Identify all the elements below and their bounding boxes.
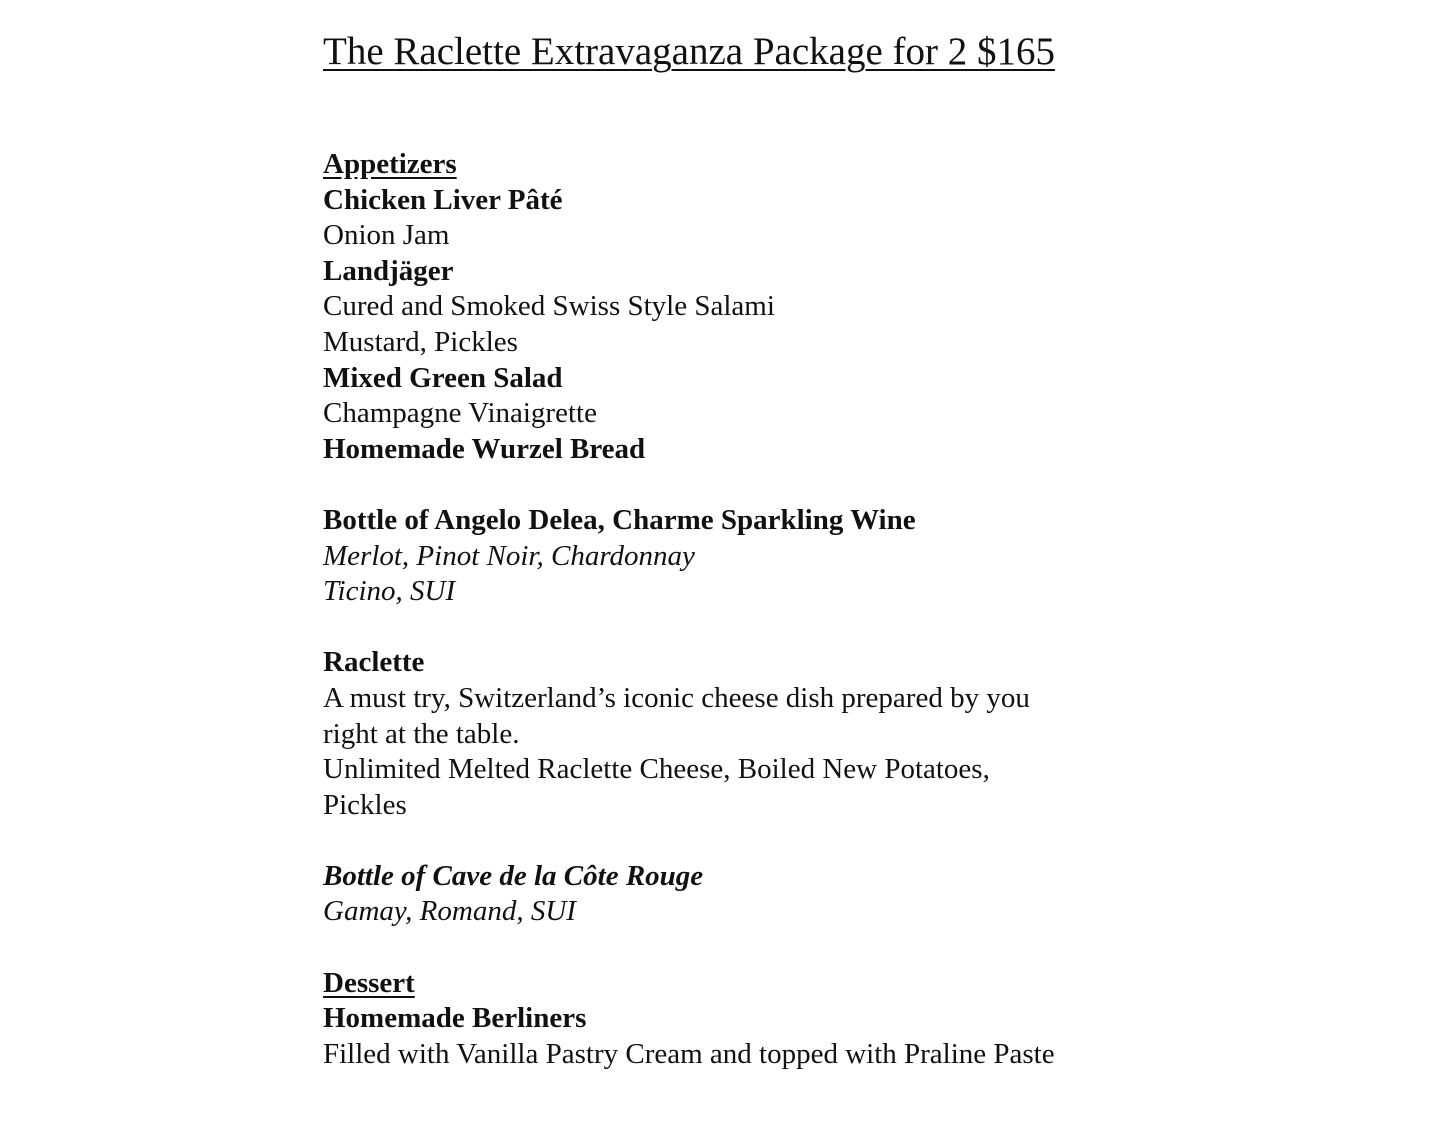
wine-rouge-details: Gamay, Romand, SUI — [323, 895, 576, 928]
section-spacer — [323, 610, 1055, 646]
section-spacer — [323, 467, 1055, 503]
raclette-name: Raclette — [323, 646, 425, 679]
item-landjager-accompaniments: Mustard, Pickles — [323, 325, 518, 358]
item-wurzel-bread: Homemade Wurzel Bread — [323, 432, 646, 465]
wine-sparkling-grapes: Merlot, Pinot Noir, Chardonnay — [323, 539, 695, 572]
item-chicken-liver-pate-desc: Onion Jam — [323, 219, 450, 252]
item-chicken-liver-pate: Chicken Liver Pâté — [323, 183, 563, 216]
appetizers-heading: Appetizers — [323, 148, 457, 180]
wine-rouge-name: Bottle of Cave de la Côte Rouge — [323, 859, 704, 892]
wine-sparkling-name: Bottle of Angelo Delea, Charme Sparkling Wine — [323, 503, 916, 536]
menu-body — [323, 147, 1055, 1072]
item-berliners: Homemade Berliners — [323, 1002, 587, 1035]
item-landjager: Landjäger — [323, 254, 454, 287]
menu-title: The Raclette Extravaganza Package for 2 $165 — [323, 30, 1055, 73]
section-spacer — [323, 823, 1055, 859]
item-mixed-green-salad-desc: Champagne Vinaigrette — [323, 397, 597, 430]
dessert-heading: Dessert — [323, 966, 415, 999]
raclette-desc-line-2: right at the table. — [323, 717, 520, 750]
raclette-desc-line-3: Unlimited Melted Raclette Cheese, Boiled New Potatoes, — [323, 753, 990, 786]
raclette-desc-line-1: A must try, Switzerland’s iconic cheese dish prepared by you — [323, 681, 1030, 714]
wine-sparkling-region: Ticino, SUI — [323, 575, 456, 608]
section-spacer — [323, 930, 1055, 966]
item-berliners-desc: Filled with Vanilla Pastry Cream and topped with Praline Paste — [323, 1037, 1055, 1070]
item-mixed-green-salad: Mixed Green Salad — [323, 361, 563, 394]
item-landjager-desc: Cured and Smoked Swiss Style Salami — [323, 290, 775, 323]
raclette-desc-line-4: Pickles — [323, 788, 407, 821]
